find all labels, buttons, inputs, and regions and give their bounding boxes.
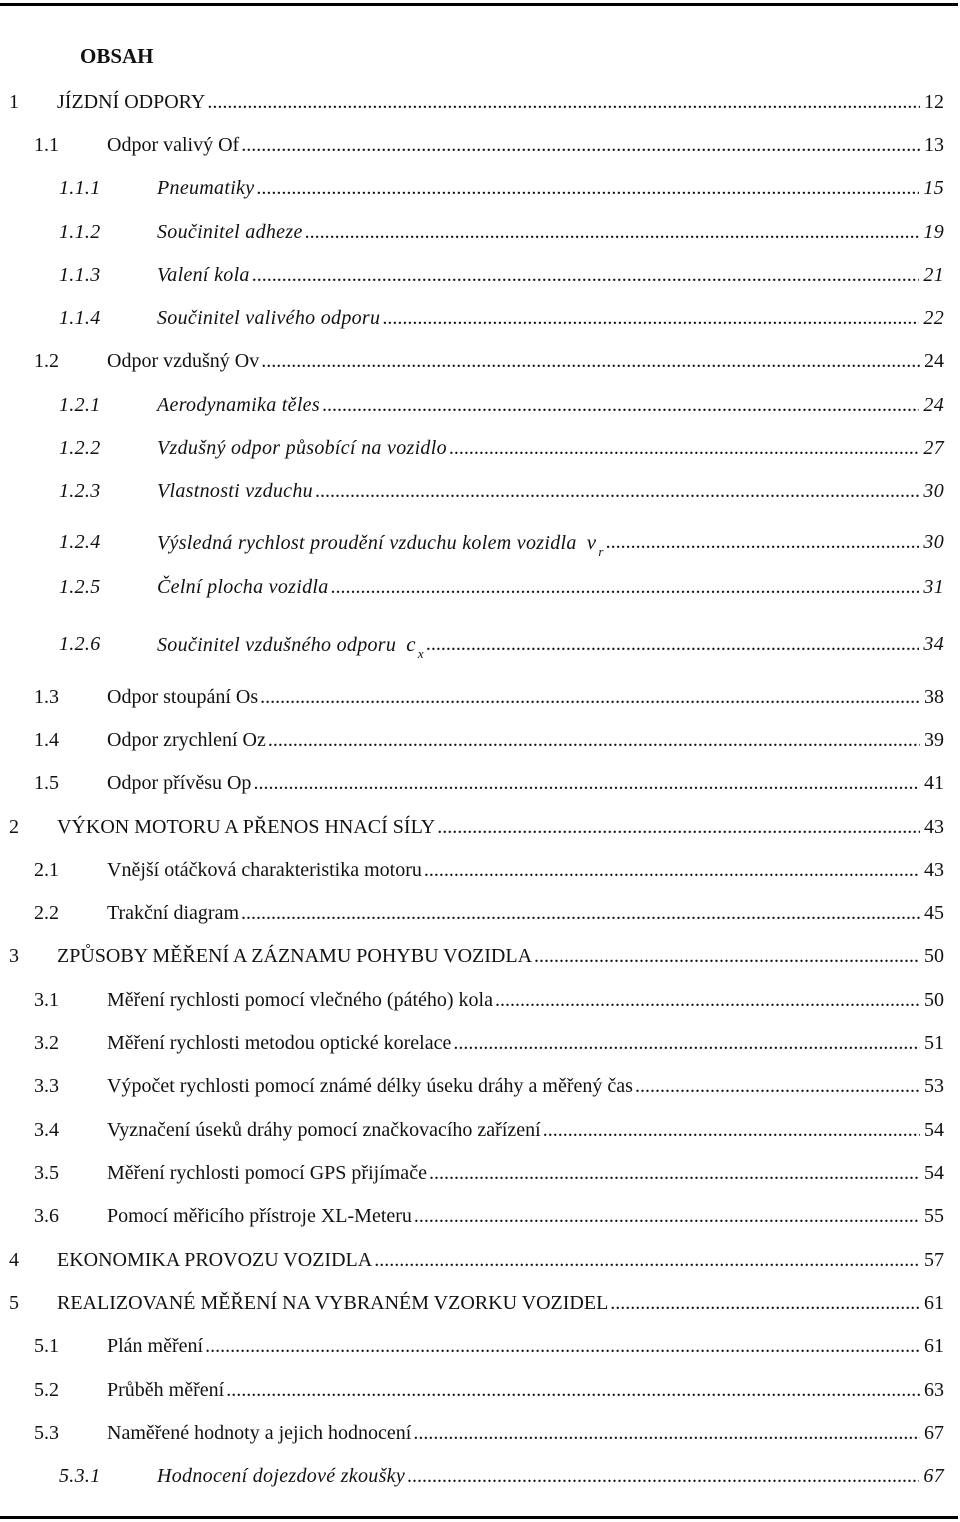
toc-entry-page: 31 [923, 576, 944, 598]
toc-entry-title [107, 771, 251, 795]
toc-entry-title-text: ZPŮSOBY MĚŘENÍ A ZÁZNAMU POHYBU VOZIDLA [57, 945, 533, 967]
toc-entry-title-text: Valení kola [157, 264, 250, 286]
toc-entry-number: 1.4 [34, 729, 59, 751]
toc-entry-title-text: Odpor stoupání Os [107, 686, 259, 708]
toc-entry-title [107, 1421, 411, 1445]
toc-entry-page: 41 [924, 772, 944, 794]
dot-leader [241, 133, 920, 157]
toc-entry-title [57, 944, 532, 968]
toc-entry-page: 45 [924, 902, 944, 924]
toc-entry-page: 61 [924, 1292, 944, 1314]
dot-leader [260, 685, 920, 709]
toc-entry-title [107, 728, 266, 752]
toc-entry-title [157, 220, 303, 244]
toc-entry-title [157, 632, 424, 659]
dot-leader [331, 575, 920, 599]
dot-leader [449, 436, 920, 460]
toc-entry-number: 5.2 [34, 1379, 59, 1401]
dot-leader [241, 901, 920, 925]
toc-entry-number: 1.1.3 [59, 264, 101, 286]
toc-entry-number: 1.5 [34, 772, 59, 794]
toc-entry-page: 39 [924, 729, 944, 751]
toc-entry-title [107, 1118, 541, 1142]
toc-entry-page: 21 [923, 264, 944, 286]
toc-entry-title [107, 1074, 633, 1098]
math-symbol: v [586, 530, 597, 554]
toc-entry-title [57, 1291, 608, 1315]
toc-entry-page: 30 [923, 531, 944, 553]
toc-entry-number: 3.6 [34, 1205, 59, 1227]
toc-entry-title-text: Měření rychlosti pomocí GPS přijímače [107, 1162, 427, 1184]
dot-leader [252, 263, 920, 287]
toc-entry-title-text: Výsledná rychlost proudění vzduchu kolem vozidla [157, 532, 577, 554]
dot-leader [606, 530, 920, 554]
toc-entry-number: 1.2.5 [59, 576, 101, 598]
toc-entry-title [107, 901, 239, 925]
toc-entry-number: 3 [9, 945, 19, 967]
dot-leader [437, 815, 920, 839]
toc-entry-title-text: JÍZDNÍ ODPORY [57, 91, 206, 113]
toc-entry-page: 67 [923, 1465, 944, 1487]
toc-title: OBSAH [80, 44, 154, 68]
toc-entry-title [107, 133, 239, 157]
toc-entry-number: 3.4 [34, 1119, 59, 1141]
dot-leader [315, 479, 919, 503]
toc-entry-title-text: Měření rychlosti pomocí vlečného (pátého) kola [107, 989, 493, 1011]
toc-entry-page: 43 [924, 816, 944, 838]
dot-leader [429, 1161, 920, 1185]
toc-entry-number: 5.3 [34, 1422, 59, 1444]
toc-entry-number: 1.1 [34, 134, 59, 156]
toc-entry-title-text: Součinitel vzdušného odporu [157, 634, 397, 656]
toc-entry-number: 1.2 [34, 350, 59, 372]
toc-entry-page: 50 [924, 989, 944, 1011]
toc-entry-number: 2.1 [34, 859, 59, 881]
toc-entry-title-text: VÝKON MOTORU A PŘENOS HNACÍ SÍLY [57, 816, 436, 838]
toc-entry-page: 38 [924, 686, 944, 708]
dot-leader [226, 1378, 920, 1402]
toc-entry-title [157, 176, 254, 200]
toc-entry-title [157, 436, 447, 460]
dot-leader [543, 1118, 920, 1142]
toc-entry-title-text: Vnější otáčková charakteristika motoru [107, 859, 422, 881]
toc-entry-title-text: Odpor přívěsu Op [107, 772, 252, 794]
toc-entry-page: 51 [924, 1032, 944, 1054]
toc-entry-title-text: REALIZOVANÉ MĚŘENÍ NA VYBRANÉM VZORKU VOZIDEL [57, 1292, 609, 1314]
toc-entry-number: 1.2.1 [59, 394, 101, 416]
dot-leader [261, 349, 920, 373]
dot-leader [534, 944, 920, 968]
bottom-rule [0, 1516, 958, 1519]
toc-entry-title-text: Součinitel valivého odporu [157, 307, 381, 329]
toc-entry-number: 1.2.4 [59, 531, 101, 553]
dot-leader [495, 988, 920, 1012]
toc-entry-number: 1.1.2 [59, 221, 101, 243]
toc-entry-title [157, 1464, 405, 1488]
toc-entry-title-text: Vyznačení úseků dráhy pomocí značkovacího zařízení [107, 1119, 541, 1141]
toc-entry-title-text: Trakční diagram [107, 902, 240, 924]
toc-entry-number: 3.1 [34, 989, 59, 1011]
toc-entry-title-text: Odpor zrychlení Oz [107, 729, 266, 751]
toc-entry-title-text: Součinitel adheze [157, 221, 303, 243]
toc-entry-number: 1.2.2 [59, 437, 101, 459]
toc-entry-page: 57 [924, 1249, 944, 1271]
toc-entry-title-text: Hodnocení dojezdové zkoušky [157, 1465, 406, 1487]
dot-leader [453, 1031, 920, 1055]
toc-entry-page: 24 [923, 394, 944, 416]
toc-entry-number: 1.3 [34, 686, 59, 708]
dot-leader [256, 176, 919, 200]
toc-entry-number: 1 [9, 91, 19, 113]
toc-entry-title-text: Vzdušný odpor působící na vozidlo [157, 437, 447, 459]
toc-entry-number: 1.1.4 [59, 307, 101, 329]
toc-entry-page: 50 [924, 945, 944, 967]
toc-entry-page: 55 [924, 1205, 944, 1227]
toc-entry-page: 15 [923, 177, 944, 199]
math-subscript: r [598, 544, 604, 559]
toc-entry-title [157, 530, 604, 557]
toc-entry-page: 19 [923, 221, 944, 243]
toc-entry-title [107, 1378, 224, 1402]
dot-leader [424, 858, 920, 882]
toc-entry-number: 4 [9, 1249, 19, 1271]
dot-leader [414, 1204, 920, 1228]
toc-entry-number: 1.2.6 [59, 633, 101, 655]
toc-entry-number: 1.2.3 [59, 480, 101, 502]
toc-entry-page: 43 [924, 859, 944, 881]
toc-entry-number: 5.3.1 [59, 1465, 101, 1487]
toc-entry-title [107, 1031, 451, 1055]
toc-entry-title [157, 263, 250, 287]
toc-entry-number: 5.1 [34, 1335, 59, 1357]
dot-leader [635, 1074, 920, 1098]
toc-entry-page: 22 [923, 307, 944, 329]
toc-entry-number: 3.5 [34, 1162, 59, 1184]
toc-entry-title-text: Čelní plocha vozidla [157, 576, 329, 598]
toc-entry-title [157, 393, 320, 417]
dot-leader [253, 771, 920, 795]
toc-entry-number: 3.3 [34, 1075, 59, 1097]
toc-entry-title [107, 1334, 203, 1358]
toc-entry-page: 61 [924, 1335, 944, 1357]
dot-leader [207, 90, 920, 114]
toc-entry-title [157, 575, 329, 599]
toc-entry-title [107, 858, 422, 882]
toc-entry-number: 2.2 [34, 902, 59, 924]
dot-leader [205, 1334, 920, 1358]
toc-entry-title-text: Plán měření [107, 1335, 204, 1357]
toc-entry-title-text: Vlastnosti vzduchu [157, 480, 313, 502]
toc-entry-title [107, 1161, 427, 1185]
dot-leader [610, 1291, 920, 1315]
toc-entry-number: 1.1.1 [59, 177, 101, 199]
toc-entry-title-text: Výpočet rychlosti pomocí známé délky úseku dráhy a měřený čas [107, 1075, 633, 1097]
toc-entry-number: 2 [9, 816, 19, 838]
toc-entry-page: 54 [924, 1119, 944, 1141]
top-rule [0, 3, 958, 6]
toc-entry-page: 27 [923, 437, 944, 459]
toc-entry-page: 63 [924, 1379, 944, 1401]
dot-leader [407, 1464, 919, 1488]
dot-leader [382, 306, 919, 330]
toc-entry-title [107, 1204, 412, 1228]
toc-entry-page: 54 [924, 1162, 944, 1184]
dot-leader [268, 728, 920, 752]
toc-entry-page: 53 [924, 1075, 944, 1097]
math-subscript: x [417, 646, 424, 661]
toc-entry-title-text: Odpor valivý Of [107, 134, 240, 156]
toc-entry-title-text: Naměřené hodnoty a jejich hodnocení [107, 1422, 412, 1444]
toc-entry-title [57, 1248, 372, 1272]
toc-entry-title-text: Pneumatiky [157, 177, 255, 199]
toc-entry-title [107, 685, 258, 709]
toc-entry-title [107, 349, 259, 373]
toc-entry-page: 24 [924, 350, 944, 372]
dot-leader [413, 1421, 920, 1445]
toc-entry-title-text: Odpor vzdušný Ov [107, 350, 260, 372]
dot-leader [374, 1248, 920, 1272]
toc-entry-title [57, 815, 435, 839]
toc-entry-title-text: Průběh měření [107, 1379, 225, 1401]
toc-entry-page: 67 [924, 1422, 944, 1444]
toc-entry-title-text: Pomocí měřicího přístroje XL-Meteru [107, 1205, 412, 1227]
toc-entry-page: 12 [924, 91, 944, 113]
toc-entry-page: 34 [923, 633, 944, 655]
dot-leader [305, 220, 920, 244]
toc-entry-title [157, 306, 380, 330]
toc-entry-number: 3.2 [34, 1032, 59, 1054]
toc-entry-title [107, 988, 493, 1012]
toc-entry-title-text: EKONOMIKA PROVOZU VOZIDLA [57, 1249, 373, 1271]
toc-entry-number: 5 [9, 1292, 19, 1314]
dot-leader [426, 632, 920, 656]
toc-entry-title [157, 479, 313, 503]
toc-entry-page: 30 [923, 480, 944, 502]
toc-entry-title-text: Měření rychlosti metodou optické korelace [107, 1032, 452, 1054]
toc-entry-title [57, 90, 205, 114]
math-symbol: c [406, 632, 416, 656]
toc-entry-page: 13 [924, 134, 944, 156]
toc-entry-title-text: Aerodynamika těles [157, 394, 320, 416]
dot-leader [322, 393, 919, 417]
